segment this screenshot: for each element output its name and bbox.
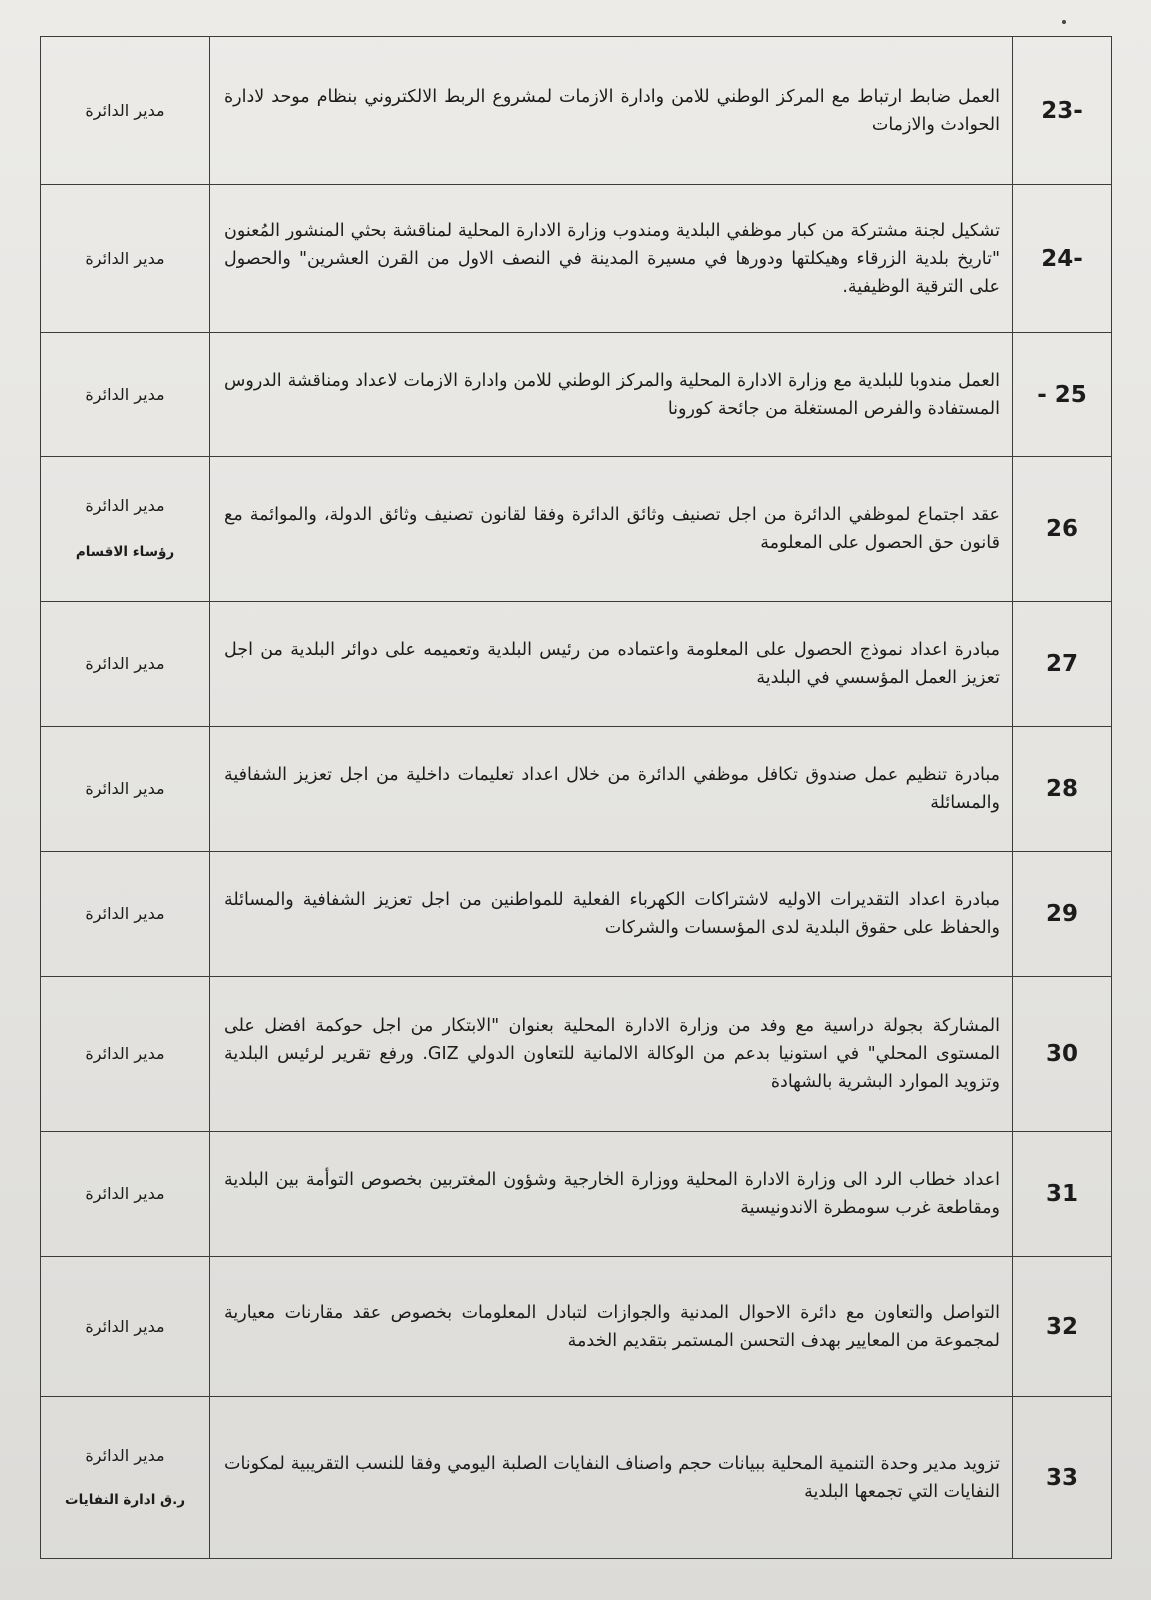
row-number: 27 <box>1013 602 1112 727</box>
table-row <box>41 727 1112 852</box>
responsible-line: مدير الدائرة <box>85 779 165 798</box>
row-number: 32 <box>1013 1257 1112 1397</box>
tasks-table <box>40 36 1112 1559</box>
responsible-line: مدير الدائرة <box>85 248 165 268</box>
table-row <box>41 185 1112 333</box>
responsible-party <box>41 1257 210 1397</box>
table-row <box>41 1257 1112 1397</box>
row-number: 30 <box>1013 977 1112 1132</box>
responsible-party <box>41 977 210 1132</box>
row-number: 26 <box>1013 457 1112 602</box>
responsible-line: مدير الدائرة <box>85 904 165 923</box>
responsible-line: ر.ق ادارة النفايات <box>65 1491 185 1508</box>
responsible-line: مدير الدائرة <box>85 384 165 404</box>
task-description: العمل مندوبا للبلدية مع وزارة الادارة المحلية والمركز الوطني للامن وادارة الازمات لاعداد ومناقشة الدروس المستفادة والفرص المستغلة من جائحة كورونا <box>210 333 1013 457</box>
task-description: مبادرة تنظيم عمل صندوق تكافل موظفي الدائرة من خلال اعداد تعليمات داخلية من اجل تعزيز الشفافية والمسائلة <box>210 727 1013 852</box>
scan-speck <box>1062 20 1066 24</box>
responsible-party <box>41 602 210 727</box>
task-description: المشاركة بجولة دراسية مع وفد من وزارة الادارة المحلية بعنوان "الابتكار من اجل حوكمة افضل على المستوى المحلي" في استونيا بدعم من الوكالة الالمانية للتعاون الدولي GIZ. ورفع تقرير لرئيس البلدية وتزويد الموارد البشرية بالشهادة <box>210 977 1013 1132</box>
row-number: -24 <box>1013 185 1112 333</box>
responsible-party <box>41 185 210 333</box>
table-row <box>41 333 1112 457</box>
responsible-line: مدير الدائرة <box>85 1445 165 1465</box>
responsible-party <box>41 1397 210 1559</box>
row-number: 33 <box>1013 1397 1112 1559</box>
responsible-line: مدير الدائرة <box>85 1044 165 1063</box>
responsible-party <box>41 727 210 852</box>
responsible-line: مدير الدائرة <box>85 654 165 673</box>
task-description: تشكيل لجنة مشتركة من كبار موظفي البلدية ومندوب وزارة الادارة المحلية لمناقشة بحثي المنشور المُعنون "تاريخ بلدية الزرقاء وهيكلتها ودورها في مسيرة المدينة في النصف الاول من القرن العشرين" والحصول على الترقية الوظيفية. <box>210 185 1013 333</box>
responsible-party <box>41 852 210 977</box>
task-description: مبادرة اعداد نموذج الحصول على المعلومة واعتماده من رئيس البلدية وتعميمه على دوائر البلدية من اجل تعزيز العمل المؤسسي في البلدية <box>210 602 1013 727</box>
task-description: اعداد خطاب الرد الى وزارة الادارة المحلية ووزارة الخارجية وشؤون المغتربين بخصوص التوأمة بين البلدية ومقاطعة غرب سومطرة الاندونيسية <box>210 1132 1013 1257</box>
table-row <box>41 1132 1112 1257</box>
row-number: 29 <box>1013 852 1112 977</box>
table-row <box>41 602 1112 727</box>
task-description: تزويد مدير وحدة التنمية المحلية ببيانات حجم واصناف النفايات الصلبة اليومي وفقا للنسب التقريبية لمكونات النفايات التي تجمعها البلدية <box>210 1397 1013 1559</box>
responsible-party <box>41 333 210 457</box>
task-description: العمل ضابط ارتباط مع المركز الوطني للامن وادارة الازمات لمشروع الربط الالكتروني بنظام موحد لادارة الحوادث والازمات <box>210 37 1013 185</box>
responsible-line: رؤساء الاقسام <box>75 544 175 560</box>
table-row <box>41 977 1112 1132</box>
responsible-line: مدير الدائرة <box>85 1316 165 1336</box>
row-number: 31 <box>1013 1132 1112 1257</box>
table-row <box>41 37 1112 185</box>
table-row <box>41 852 1112 977</box>
responsible-party <box>41 457 210 602</box>
table-row <box>41 1397 1112 1559</box>
row-number: -23 <box>1013 37 1112 185</box>
responsible-line: مدير الدائرة <box>85 496 165 515</box>
task-description: مبادرة اعداد التقديرات الاوليه لاشتراكات الكهرباء الفعلية للمواطنين من اجل تعزيز الشفافية والمسائلة والحفاظ على حقوق البلدية لدى المؤسسات والشركات <box>210 852 1013 977</box>
row-number: 28 <box>1013 727 1112 852</box>
task-description: التواصل والتعاون مع دائرة الاحوال المدنية والجوازات لتبادل المعلومات بخصوص عقد مقارنات معيارية لمجموعة من المعايير بهدف التحسن المستمر بتقديم الخدمة <box>210 1257 1013 1397</box>
row-number: 25 - <box>1013 333 1112 457</box>
task-description: عقد اجتماع لموظفي الدائرة من اجل تصنيف وثائق الدائرة وفقا لقانون تصنيف وثائق الدولة، والموائمة مع قانون حق الحصول على المعلومة <box>210 457 1013 602</box>
responsible-line: مدير الدائرة <box>85 100 165 120</box>
table-row <box>41 457 1112 602</box>
responsible-party <box>41 37 210 185</box>
responsible-party <box>41 1132 210 1257</box>
responsible-line: مدير الدائرة <box>85 1184 165 1203</box>
